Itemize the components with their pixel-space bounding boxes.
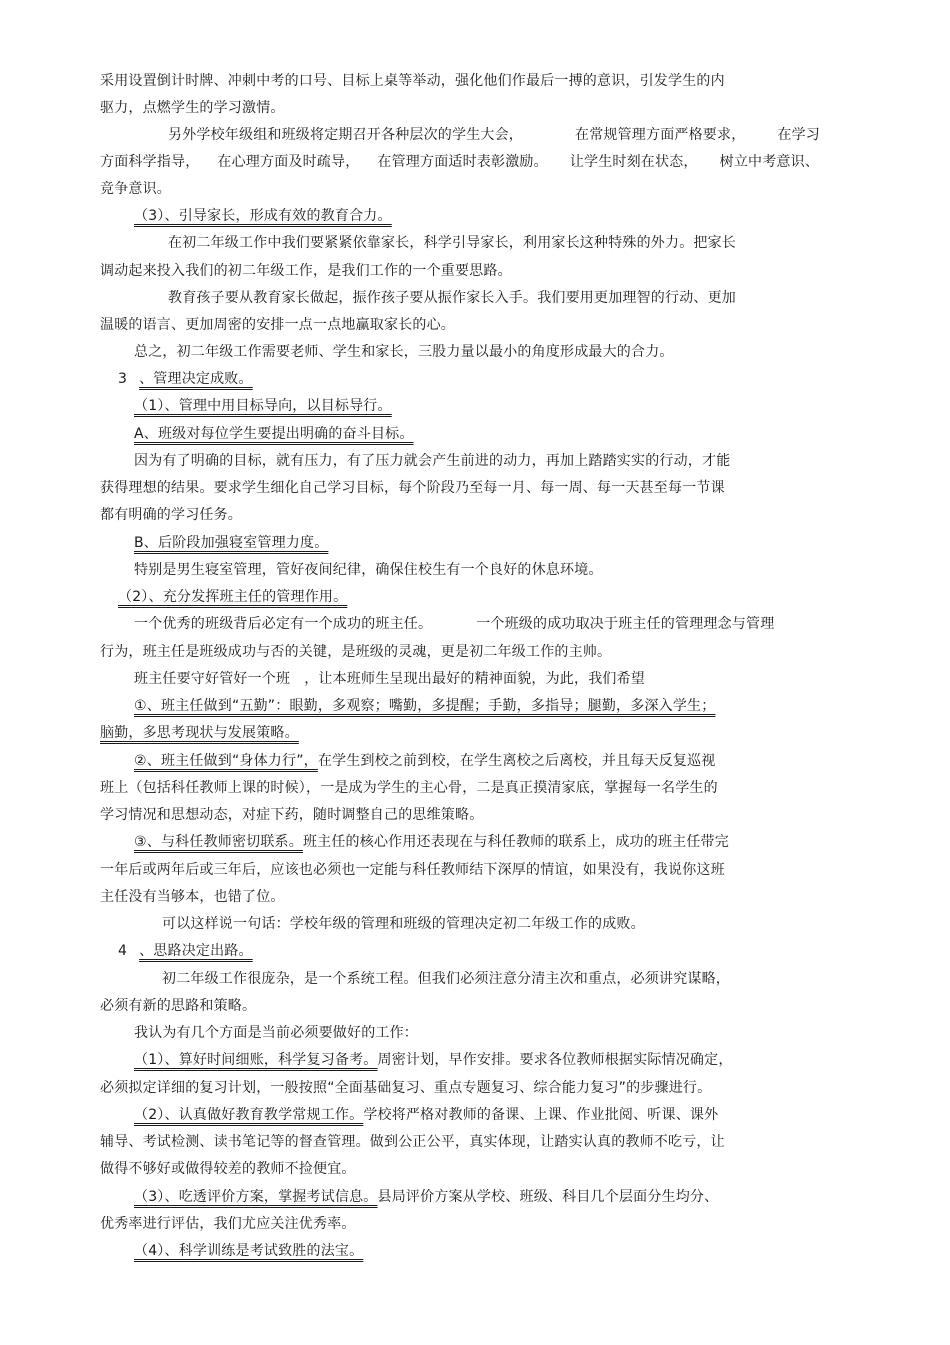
text-segment: ，让本班师生呈现出最好的精神面貌，为此，我们希望 [304,671,646,687]
text-segment: 方面科学指导， [100,154,200,170]
paragraph-line: 获得理想的结果。要求学生细化自己学习目标，每个阶段乃至每一月、每一周、每一天甚至每一节课 [100,480,725,496]
paragraph-line: 优秀率进行评估，我们尤应关注优秀率。 [100,1216,356,1232]
paragraph-line [168,126,820,144]
paragraph-line [134,1106,718,1124]
section-heading [118,942,253,960]
section-heading: A、班级对每位学生要提出明确的奋斗目标。 [134,426,414,442]
paragraph-line: 可以这样说一句话：学校年级的管理和班级的管理决定初二年级工作的成败。 [162,916,645,932]
paragraph-line: 行为，班主任是班级成功与否的关键，是班级的灵魂，更是初二年级工作的主帅。 [100,644,612,660]
section-heading: （2）、充分发挥班主任的管理作用。 [118,589,348,605]
text-segment: 一个班级的成功取决于班主任的管理理念与管理 [476,616,775,632]
section-heading [118,370,253,388]
text-segment: （1）、算好时间细账，科学复习备考。 [134,1052,378,1068]
paragraph-line: 必须有新的思路和策略。 [100,998,257,1014]
text-segment: 树立中考意识、 [719,154,820,170]
section-heading: B、后阶段加强寝室管理力度。 [134,535,329,551]
text-segment: 在学习 [777,127,821,143]
section-title: 、管理决定成败。 [139,371,253,387]
paragraph-line [134,833,729,851]
paragraph-line: 做得不够好或做得较差的教师不捡便宜。 [100,1161,356,1177]
text-segment: 周密计划，早作安排。要求各位教师根据实际情况确定， [377,1052,733,1068]
paragraph-line: 因为有了明确的目标，就有压力，有了压力就会产生前进的动力，再加上踏踏实实的行动，才能 [134,453,731,469]
paragraph-line: 必须拟定详细的复习计划，一般按照“全面基础复习、重点专题复习、综合能力复习”的步骤进行。 [100,1080,712,1096]
paragraph-line: 学习情况和思想动态，对症下药，随时调整自己的思维策略。 [100,807,484,823]
paragraph-line: 我认为有几个方面是当前必须要做好的工作： [134,1025,418,1041]
paragraph-line: 主任没有当够本，也错了位。 [100,889,285,905]
paragraph-line: 采用设置倒计时牌、冲刺中考的口号、目标上桌等举动，强化他们作最后一搏的意识，引发学生的内 [100,73,725,89]
text-segment: 在常规管理方面严格要求， [575,127,746,143]
paragraph-line [134,1188,718,1206]
text-segment: 让学生时刻在状态， [569,154,698,170]
text-segment: 班主任要守好管好一个班 [134,671,291,687]
paragraph-line: 初二年级工作很庞杂，是一个系统工程。但我们必须注意分清主次和重点，必须讲究谋略， [162,971,730,987]
text-segment: 在学生到校之前到校，在学生离校之后离校，并且每天反复巡视 [317,753,716,769]
section-heading: （3）、引导家长，形成有效的教育合力。 [134,208,392,224]
paragraph-line [100,153,819,171]
paragraph-line: 在初二年级工作中我们要紧紧依靠家长，科学引导家长，利用家长这种特殊的外力。把家长 [168,235,736,251]
section-number: 3 [118,371,128,387]
paragraph-line [134,752,715,770]
paragraph-line: 特别是男生寝室管理，管好夜间纪律，确保住校生有一个良好的休息环境。 [134,562,603,578]
paragraph-line: 总之，初二年级工作需要老师、学生和家长，三股力量以最小的角度形成最大的合力。 [134,344,674,360]
paragraph-line [134,1051,733,1069]
text-segment: 学校将严格对教师的备课、上课、作业批阅、听课、课外 [363,1107,719,1123]
paragraph-line [134,615,774,633]
paragraph-line: 都有明确的学习任务。 [100,507,242,523]
text-segment: ②、班主任做到“身体力行”， [134,753,318,769]
paragraph-line: 班上（包括科任教师上课的时候），一是成为学生的主心骨，二是真正摸清家底，掌握每一名学生的 [100,780,718,796]
text-segment: 在心理方面及时疏导， [217,154,360,170]
paragraph-line [134,670,645,688]
section-heading: ①、班主任做到“五勤”：眼勤，多观察；嘴勤，多提醒；手勤，多指导；腿勤，多深入学生； [134,698,716,714]
text-segment: （2）、认真做好教育教学常规工作。 [134,1107,364,1123]
paragraph-line: 驱力，点燃学生的学习激情。 [100,100,285,116]
paragraph-line: 教育孩子要从教育家长做起，振作孩子要从振作家长入手。我们要用更加理智的行动、更加 [168,290,736,306]
section-heading: 脑勤，多思考现状与发展策略。 [100,725,299,741]
paragraph-line: 温暖的语言、更加周密的安排一点一点地赢取家长的心。 [100,317,455,333]
text-segment: 另外学校年级组和班级将定期召开各种层次的学生大会， [168,127,523,143]
text-segment: ③、与科任教师密切联系。 [134,834,303,850]
paragraph-line: 调动起来投入我们的初二年级工作，是我们工作的一个重要思路。 [100,263,512,279]
text-segment: （3）、吃透评价方案，掌握考试信息。 [134,1189,378,1205]
section-heading: （4）、科学训练是考试致胜的法宝。 [134,1243,364,1259]
section-number: 4 [118,943,128,959]
text-segment: 在管理方面适时表彰激励。 [377,154,548,170]
paragraph-line: 竞争意识。 [100,181,171,197]
text-segment: 一个优秀的班级背后必定有一个成功的班主任。 [134,616,433,632]
section-heading: （1）、管理中用目标导向，以目标导行。 [134,398,392,414]
paragraph-line: 一年后或两年后或三年后，应该也必须也一定能与科任教师结下深厚的情谊，如果没有，我说你这班 [100,862,725,878]
text-segment: 班主任的核心作用还表现在与科任教师的联系上，成功的班主任带完 [302,834,729,850]
paragraph-line: 辅导、考试检测、读书笔记等的督查管理。做到公正公平，真实体现，让踏实认真的教师不吃亏，让 [100,1134,725,1150]
section-title: 、思路决定出路。 [139,943,253,959]
text-segment: 县局评价方案从学校、班级、科目几个层面分生均分、 [377,1189,719,1205]
